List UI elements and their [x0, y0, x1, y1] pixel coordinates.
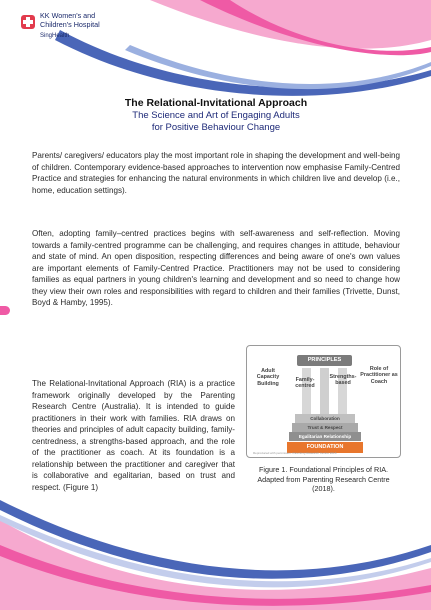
- page-title: The Relational-Invitational Approach: [124, 97, 308, 109]
- caption-line2: Adapted from Parenting Research Centre: [257, 474, 390, 484]
- org-name-line2: Children's Hospital: [40, 20, 100, 29]
- family-centred-label: Family-centred: [295, 377, 315, 390]
- collaboration-label: Collaboration: [310, 416, 340, 421]
- strengths-based-label: Strengths-based: [329, 374, 357, 387]
- figure-ria-diagram: [246, 345, 401, 458]
- paragraph-family-centred: Often, adopting family–centred practices begins with self-awareness and self-reflection. Moving towards a family-centred programme can be challenging, and requires changes in attitude, behaviour and state of mind. An open disposition, respecting differences and being aware of one's own values are important elements of Family-Centred Practice. Practitioners may not be used to considering families as equal partners in young children's learning and development and so need to change how they view their own roles and responsibilities with regard to children and their families (Trivette, Dunst, Boyd & Hamby, 1995).: [32, 229, 400, 307]
- caption-line1: Figure 1. Foundational Principles of RIA.: [258, 465, 389, 474]
- foundation-label: FOUNDATION: [306, 444, 344, 450]
- adult-capacity-label: Adult Capacity Building: [256, 368, 280, 387]
- subtitle-line2: for Positive Behaviour Change: [151, 122, 281, 133]
- figure-source-note: Reproduced with permission. Parenting Research Centre 2018: [253, 451, 337, 455]
- cross-icon: [21, 15, 35, 29]
- paragraph-ria: The Relational-Invitational Approach (RIA) is a practice framework originally developed by the Parenting Research Centre (Australia). It is intended to guide practitioners in their work with families. RIA draws on theories and principles of adult capacity building, family-centredness, a strengths-based approach, and the role of the practitioner as coach. At its foundation is a relationship between the practitioner and caregiver that is collaborative and egalitarian, based on trust and respect. (Figure 1): [32, 379, 235, 492]
- subtitle-line1: The Science and Art of Engaging Adults: [132, 110, 300, 121]
- caption-line3: (2018).: [312, 484, 335, 493]
- org-parent: SingHealth: [40, 33, 70, 39]
- figure-caption: [246, 465, 401, 494]
- role-practitioner-label: Role of Practitioner as Coach: [360, 366, 398, 385]
- trust-respect-label: Trust & Respect: [307, 425, 343, 430]
- pillar-1: [302, 368, 311, 416]
- pink-marker: [0, 306, 10, 315]
- top-pink-swoosh: [150, 0, 431, 49]
- org-name-line1: KK Women's and: [40, 11, 96, 20]
- title-block: [30, 97, 402, 134]
- paragraph-intro: Parents/ caregivers/ educators play the most important role in shaping the development and well-being of children. Contemporary evidence-based approaches to intervention now emphasise Family-Centred Practice and strategies for enhancing the natural environments in which children live and develop (i.e., home, education settings).: [32, 151, 400, 195]
- principles-label: PRINCIPLES: [307, 357, 342, 363]
- hospital-logo: [21, 11, 141, 45]
- egalitarian-label: Egalitarian Relationship: [298, 434, 352, 439]
